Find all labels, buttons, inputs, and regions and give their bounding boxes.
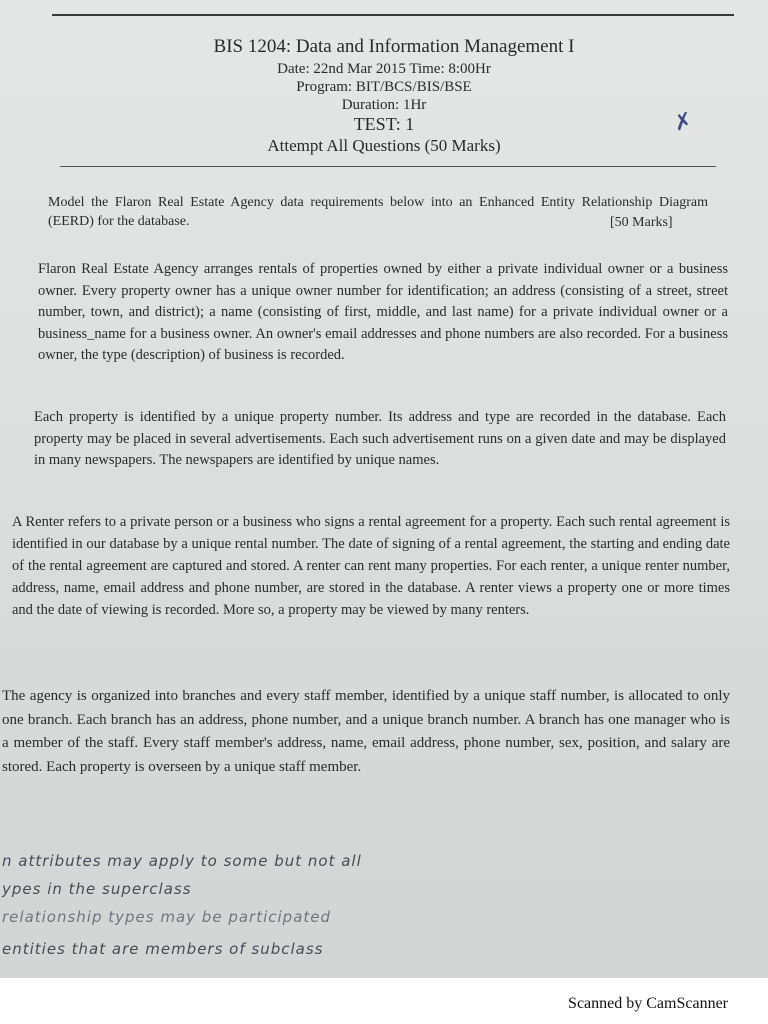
top-divider: [52, 14, 734, 16]
header-divider: [60, 166, 716, 167]
handwritten-note: entities that are members of subclass: [2, 940, 324, 958]
scanner-watermark: Scanned by CamScanner: [568, 995, 728, 1012]
paragraph-branches: The agency is organized into branches and every staff member, identified by a unique staff number, is allocated to only one branch. Each branch has an address, phone number, and a unique branch number. A branch has one manager who is a member of the staff. Every staff member's address, name, email address, phone number, sex, position, and salary are stored. Each property is overseen by a unique staff member.: [2, 688, 730, 775]
duration-line: Duration: 1Hr: [341, 97, 427, 113]
paragraph-renters: A Renter refers to a private person or a business who signs a rental agreement for a property. Each such rental agreement is identified in our database by a unique rental number. The date of signing of a rental agreement, the starting and ending date of the rental agreement are captured and stored. A renter can rent many properties. For each renter, a unique renter number, address, name, email address and phone number, are stored in the database. A renter views a property one or more times and the date of viewing is recorded. More so, a property may be viewed by many renters.: [12, 514, 730, 618]
program-line: Program: BIT/BCS/BIS/BSE: [296, 79, 472, 95]
question-intro: Model the Flaron Real Estate Agency data requirements below into an Enhanced Entity Relationship Diagram (EERD) for the database.: [48, 195, 708, 229]
instructions-line: Attempt All Questions (50 Marks): [267, 136, 501, 155]
question-marks: [50 Marks]: [610, 215, 673, 230]
handwritten-note: ypes in the superclass: [2, 880, 192, 898]
paragraph-properties: Each property is identified by a unique property number. Its address and type are recorded in the database. Each property may be placed in several advertisements. Each such advertisement runs on a given date and may be displayed in many newspapers. The newspapers are identified by unique names.: [34, 409, 726, 468]
handwritten-note: n attributes may apply to some but not all: [2, 852, 362, 870]
paragraph-owners: Flaron Real Estate Agency arranges rentals of properties owned by either a private individual owner or a business owner. Every property owner has a unique owner number for identification; an address (consisting of a street, street number, town, and district); a name (consisting of first, middle, and last name) for a private individual owner or a business_name for a business owner. An owner's email addresses and phone numbers are also recorded. For a business owner, the type (description) of business is recorded.: [38, 261, 728, 363]
pen-mark-icon: ✗: [671, 108, 696, 137]
course-title: BIS 1204: Data and Information Management I: [213, 36, 575, 57]
date-time-line: Date: 22nd Mar 2015 Time: 8:00Hr: [277, 61, 491, 77]
test-title: TEST: 1: [353, 114, 415, 134]
handwritten-note: relationship types may be participated: [2, 908, 332, 926]
